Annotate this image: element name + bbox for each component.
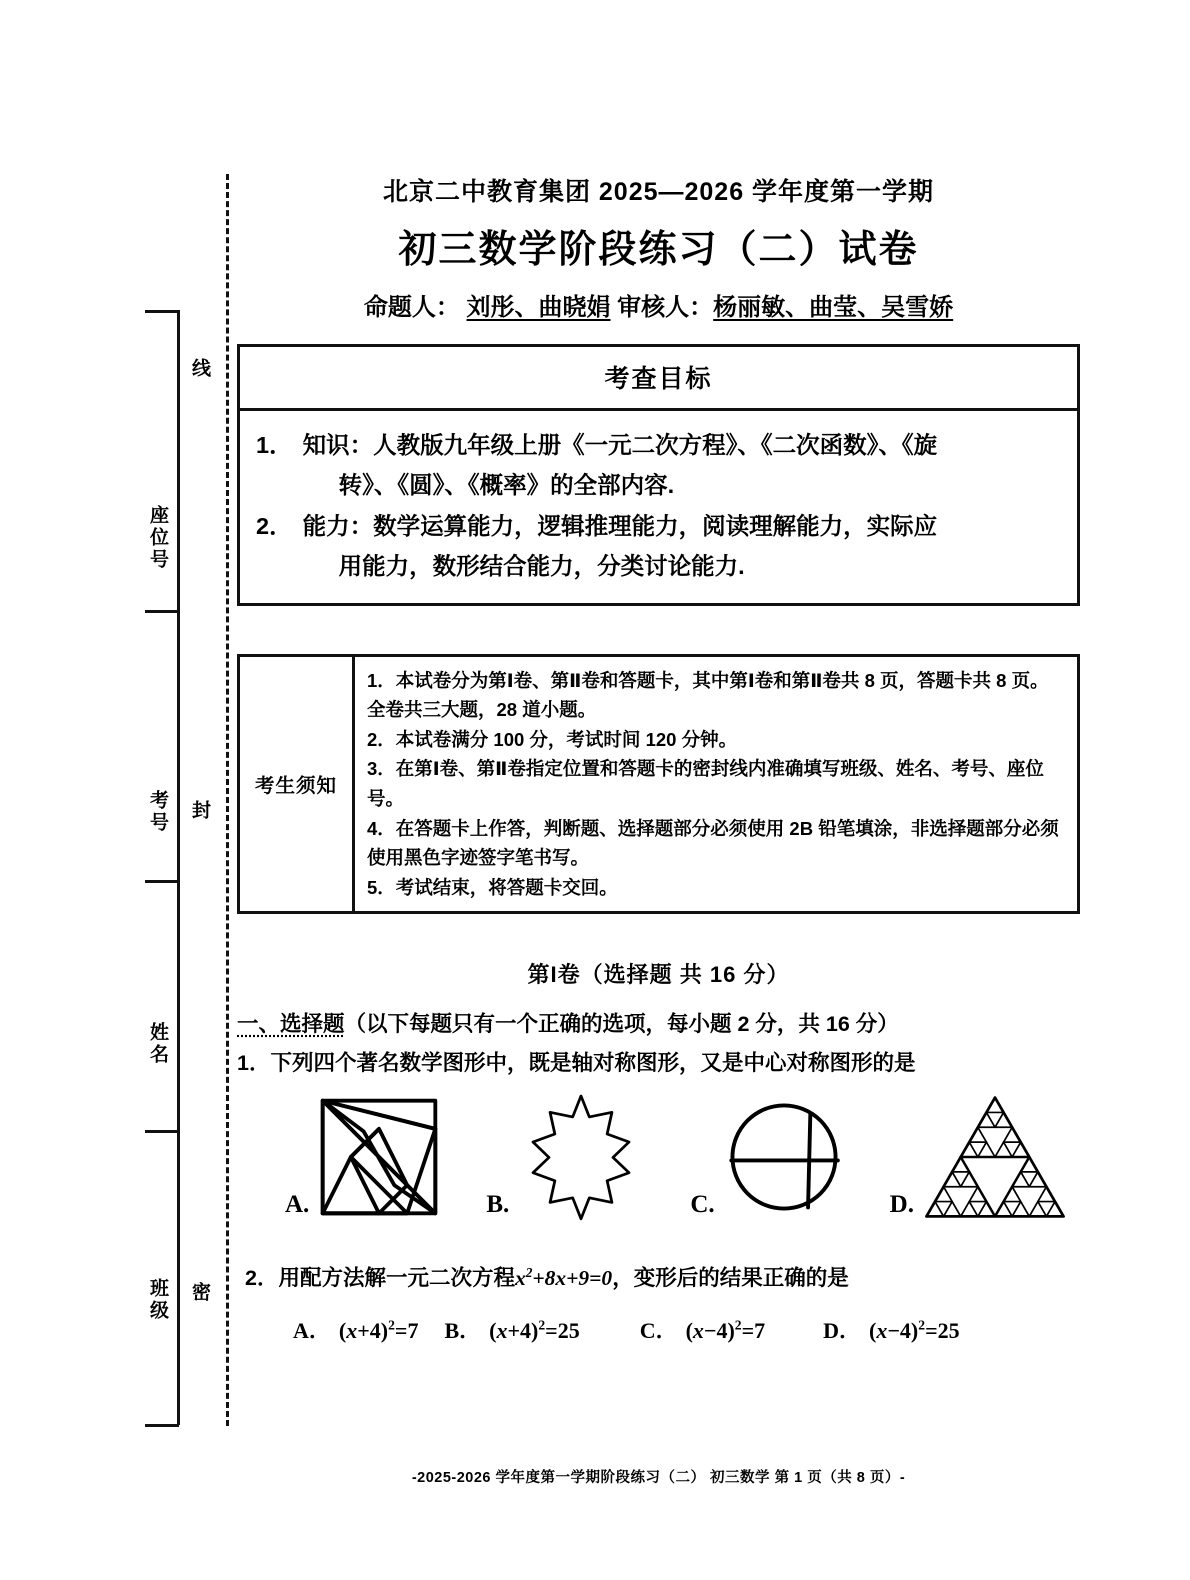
option-a[interactable] xyxy=(285,1093,443,1221)
notice-line: 5．考试结束，将答题卡交回。 xyxy=(367,876,618,898)
goal-item-number: 2． xyxy=(256,512,293,539)
goal-item-text xyxy=(303,506,1061,587)
option-rhs: 25 xyxy=(557,1318,580,1344)
byline xyxy=(237,287,1080,322)
notice-table-body xyxy=(355,657,1077,912)
byline-author-names: 刘彤、曲晓娟 xyxy=(466,294,611,321)
goal-item-line1: 能力：数学运算能力，逻辑推理能力，阅读理解能力，实际应 xyxy=(302,512,938,539)
option-rhs: 25 xyxy=(937,1318,960,1344)
seal-tick-bottom xyxy=(145,1424,179,1427)
notice-line: 1．本试卷分为第Ⅰ卷、第Ⅱ卷和答题卡，其中第Ⅰ卷和第Ⅱ卷共 8 页，答题卡共 8 页。全卷共三大题，28 道小题。 xyxy=(367,669,1049,721)
seal-tick-1 xyxy=(145,610,179,613)
option-label: B． xyxy=(444,1318,482,1344)
question-2-option-d[interactable] xyxy=(823,1314,959,1345)
goal-table-body xyxy=(240,411,1077,603)
goal-item-knowledge xyxy=(256,425,1061,506)
seal-tick-2 xyxy=(145,880,179,883)
option-expression: $(x-4)^2=7$ xyxy=(685,1318,766,1344)
zhaoshuang-chord-square-diagram-icon xyxy=(315,1093,443,1221)
question-2-option-b[interactable] xyxy=(444,1314,579,1345)
question-1-number: 1． xyxy=(237,1051,271,1076)
part-one-heading xyxy=(237,1007,1080,1038)
question-2-option-c[interactable] xyxy=(640,1314,765,1345)
goal-item-line2: 用能力，数形结合能力，分类讨论能力. xyxy=(338,553,745,580)
goal-item-number: 1． xyxy=(256,432,293,458)
question-1-stem xyxy=(237,1046,1080,1077)
byline-author-label: 命题人： xyxy=(363,294,460,321)
byline-reviewer-label: 审核人： xyxy=(617,294,714,321)
option-inner: 4 xyxy=(716,1318,728,1344)
part-one-description: （以下每题只有一个正确的选项，每小题 2 分，共 16 分） xyxy=(344,1012,899,1037)
seal-word-feng: 封 xyxy=(189,800,210,822)
circle-with-two-chords-icon xyxy=(721,1093,847,1221)
seal-tick-top xyxy=(145,310,179,313)
option-sign: − xyxy=(887,1318,900,1344)
seal-tick-3 xyxy=(145,1130,179,1133)
field-label-exam-number: 考号 xyxy=(147,790,168,834)
question-2-equation: $x^2+8x+9=0$ xyxy=(514,1265,613,1291)
notice-table-label: 考生须知 xyxy=(240,657,355,912)
seal-word-mi: 密 xyxy=(189,1282,210,1304)
field-label-seat-number: 座位号 xyxy=(147,505,168,571)
option-rhs: 7 xyxy=(754,1318,766,1344)
notice-line: 2．本试卷满分 100 分，考试时间 120 分钟。 xyxy=(367,728,738,750)
question-2-stem xyxy=(237,1261,1080,1292)
koch-snowflake-icon xyxy=(515,1093,647,1221)
option-inner: 4 xyxy=(369,1318,381,1344)
option-inner: 4 xyxy=(520,1318,532,1344)
option-sign: + xyxy=(507,1318,521,1344)
notice-line: 4．在答题卡上作答，判断题、选择题部分必须使用 2B 铅笔填涂，非选择题部分必须使用黑色字迹签字笔书写。 xyxy=(367,817,1059,869)
question-2-text-before: 用配方法解一元二次方程 xyxy=(278,1266,515,1291)
seal-word-xian: 线 xyxy=(189,358,210,380)
field-label-class: 班级 xyxy=(147,1278,168,1322)
option-d-label: D. xyxy=(889,1191,914,1219)
option-expression: $(x+4)^2=25$ xyxy=(489,1318,580,1344)
seal-dashed-line xyxy=(226,174,229,1426)
question-2-options xyxy=(237,1314,1080,1345)
notice-line: 3．在第Ⅰ卷、第Ⅱ卷指定位置和答题卡的密封线内准确填写班级、姓名、考号、座位号。 xyxy=(367,758,1044,809)
seal-solid-line xyxy=(177,310,180,1425)
option-expression: $(x+4)^2=7$ xyxy=(338,1318,419,1344)
option-inner: 4 xyxy=(899,1318,911,1344)
paper-content xyxy=(237,0,1080,1345)
question-2-option-a[interactable] xyxy=(293,1314,418,1345)
sierpinski-triangle-icon xyxy=(920,1093,1070,1221)
option-c[interactable] xyxy=(690,1093,846,1221)
page-footer: -2025-2026 学年度第一学期阶段练习（二） 初三数学 第 1 页（共 8 页）- xyxy=(411,1470,906,1486)
goal-table-header: 考查目标 xyxy=(240,347,1077,411)
option-expression: $(x-4)^2=25$ xyxy=(869,1318,960,1344)
school-and-year-line: 北京二中教育集团 2025—2026 学年度第一学期 xyxy=(382,178,935,206)
option-label: C． xyxy=(639,1318,678,1344)
page-title: 初三数学阶段练习（二）试卷 xyxy=(398,229,919,271)
option-a-label: A. xyxy=(285,1191,310,1219)
option-label: D． xyxy=(823,1318,862,1344)
byline-reviewer-names: 杨丽敏、曲莹、吴雪娇 xyxy=(713,294,954,321)
option-b[interactable] xyxy=(486,1093,647,1221)
goal-item-line1: 知识：人教版九年级上册《一元二次方程》、《二次函数》、《旋 xyxy=(302,432,938,458)
part-one-prefix: 一、选择题 xyxy=(237,1012,345,1037)
option-sign: − xyxy=(703,1318,717,1344)
field-label-name: 姓名 xyxy=(147,1022,168,1066)
goal-item-text xyxy=(303,425,1061,506)
question-2-number: 2． xyxy=(245,1266,279,1291)
goal-table xyxy=(237,344,1080,606)
option-b-label: B. xyxy=(486,1191,510,1219)
option-sign: + xyxy=(357,1318,370,1344)
question-2-text-after: ，变形后的结果正确的是 xyxy=(612,1266,849,1291)
option-label: A． xyxy=(293,1318,331,1344)
goal-item-line2: 转》、《圆》、《概率》的全部内容. xyxy=(338,472,675,499)
option-c-label: C. xyxy=(690,1191,715,1219)
section-title: 第I卷（选择题 共 16 分） xyxy=(527,962,790,988)
question-1-figure-options xyxy=(237,1093,1080,1221)
option-rhs: 7 xyxy=(407,1318,419,1344)
goal-item-ability xyxy=(256,506,1061,587)
question-1-text: 下列四个著名数学图形中，既是轴对称图形，又是中心对称图形的是 xyxy=(270,1051,916,1076)
notice-table xyxy=(237,654,1080,915)
option-d[interactable] xyxy=(890,1093,1070,1221)
